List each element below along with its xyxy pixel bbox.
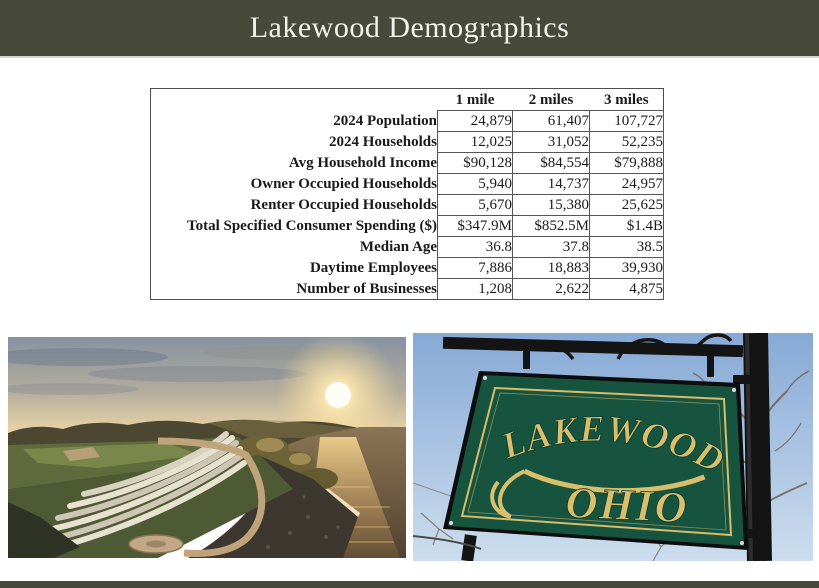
table-cell: 31,052	[513, 132, 590, 153]
table-cell: $852.5M	[513, 216, 590, 237]
table-cell: 24,957	[590, 174, 664, 195]
table-cell: 38.5	[590, 237, 664, 258]
lakefront-sunset-illustration	[8, 337, 406, 558]
table-row	[151, 216, 664, 237]
table-cell: 7,886	[438, 258, 513, 279]
label-column-header	[151, 89, 438, 111]
table-cell: $1.4B	[590, 216, 664, 237]
sign-hanger	[707, 355, 714, 377]
table-cell: 39,930	[590, 258, 664, 279]
sign-line2-text: OHIO	[564, 478, 690, 533]
sign-line1-text: LAKEWOOD	[496, 408, 732, 483]
table-cell: $79,888	[590, 153, 664, 174]
post-bracket	[733, 375, 759, 384]
table-cell: 14,737	[513, 174, 590, 195]
lakewood-sign	[443, 371, 748, 550]
table-row	[151, 111, 664, 132]
table-cell: 36.8	[438, 237, 513, 258]
table-cell: 2,622	[513, 279, 590, 300]
sign-post	[743, 333, 772, 561]
row-label: Median Age	[359, 239, 437, 255]
table-cell: 4,875	[590, 279, 664, 300]
row-label: 2024 Households	[329, 134, 437, 150]
table-cell: 24,879	[438, 111, 513, 132]
table-row	[151, 237, 664, 258]
table-cell: 12,025	[438, 132, 513, 153]
header-bar	[0, 0, 819, 58]
column-header-1mile: 1 mile	[455, 91, 495, 108]
table-row	[151, 153, 664, 174]
table-cell: 25,625	[590, 195, 664, 216]
table-cell: 5,670	[438, 195, 513, 216]
table-row	[151, 258, 664, 279]
sun-icon	[325, 382, 351, 408]
demographics-table	[150, 88, 664, 300]
table-row	[151, 279, 664, 300]
table-row	[151, 195, 664, 216]
table-cell: $84,554	[513, 153, 590, 174]
table-cell: 18,883	[513, 258, 590, 279]
table-cell: 37.8	[513, 237, 590, 258]
page-title: Lakewood Demographics	[249, 11, 570, 44]
table-cell: 5,940	[438, 174, 513, 195]
table-cell: $347.9M	[438, 216, 513, 237]
row-label: Total Specified Consumer Spending ($)	[186, 218, 437, 234]
table-header-row	[151, 89, 664, 111]
table-cell: 107,727	[590, 111, 664, 132]
table-cell: 15,380	[513, 195, 590, 216]
table-cell: 61,407	[513, 111, 590, 132]
lakewood-sign-illustration	[413, 333, 813, 561]
table-cell: 52,235	[590, 132, 664, 153]
photo-lakewood-sign	[413, 333, 813, 561]
plaza-center	[146, 541, 166, 548]
row-label: Daytime Employees	[309, 260, 437, 276]
photo-lakewood-park	[8, 337, 406, 558]
table-cell: $90,128	[438, 153, 513, 174]
table-row	[151, 132, 664, 153]
row-label: Owner Occupied Households	[250, 176, 437, 192]
column-header-3miles: 3 miles	[603, 91, 649, 108]
sign-hanger	[523, 351, 530, 369]
row-label: Renter Occupied Households	[250, 197, 437, 213]
column-header-2miles: 2 miles	[528, 91, 574, 108]
demographics-table-container	[150, 88, 664, 300]
row-label: Avg Household Income	[288, 155, 437, 171]
footer-bar	[0, 581, 819, 588]
table-cell: 1,208	[438, 279, 513, 300]
row-label: Number of Businesses	[296, 280, 437, 297]
table-row	[151, 174, 664, 195]
row-label: 2024 Population	[333, 113, 437, 129]
